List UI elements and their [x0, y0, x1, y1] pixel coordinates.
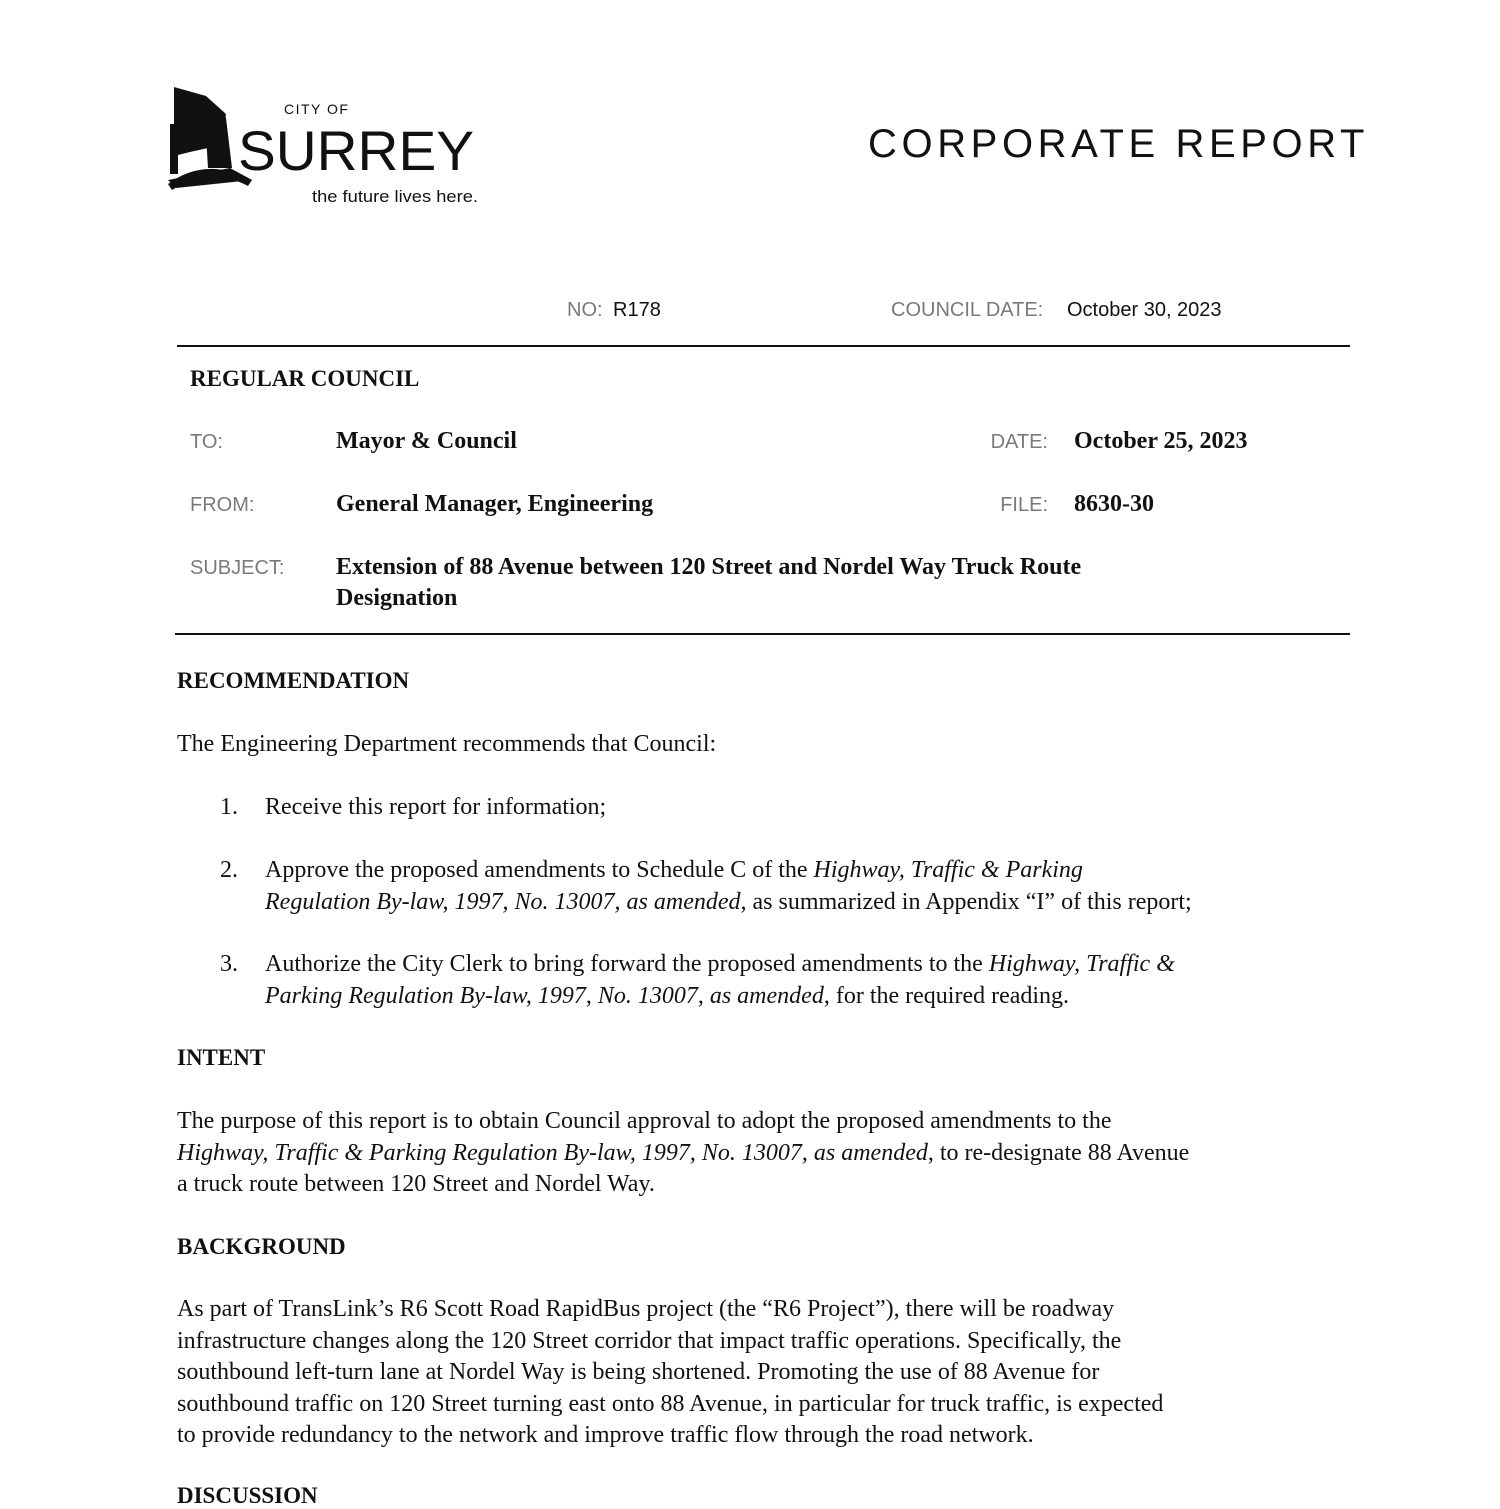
from-value: General Manager, Engineering [336, 491, 654, 517]
council-date-label: COUNCIL DATE: [891, 299, 1044, 321]
background-heading: BACKGROUND [177, 1234, 346, 1259]
report-number: R178 [613, 299, 661, 321]
logo-tagline: the future lives here. [312, 187, 478, 206]
intent-text: , to re-designate 88 Avenue [927, 1139, 1190, 1166]
city-of-surrey-logo [166, 84, 486, 215]
to-label: TO: [190, 431, 223, 453]
item-number: 2. [220, 857, 238, 883]
date-value: October 25, 2023 [1074, 428, 1248, 454]
item-text: Authorize the City Clerk to bring forward the proposed amendments to the [265, 951, 989, 977]
background-line: southbound left-turn lane at Nordel Way is being shortened. Promoting the use of 88 Avenue for [177, 1359, 1100, 1385]
file-value: 8630-30 [1074, 491, 1154, 517]
council-date: October 30, 2023 [1067, 299, 1222, 321]
bylaw-title: Highway, Traffic & Parking Regulation By-law, 1997, No. 13007, as amended [177, 1139, 928, 1166]
background-line: infrastructure changes along the 120 Street corridor that impact traffic operations. Specifically, the [177, 1327, 1122, 1354]
bylaw-title: Regulation By-law, 1997, No. 13007, as amended [265, 888, 741, 915]
item-text: , for the required reading. [823, 982, 1070, 1009]
background-paragraph [177, 1294, 1163, 1452]
subject-line-2: Designation [336, 585, 458, 611]
bylaw-title: Parking Regulation By-law, 1997, No. 13007, as amended [265, 982, 824, 1009]
bylaw-title: Highway, Traffic & Parking [813, 857, 1083, 883]
subject-line-1: Extension of 88 Avenue between 120 Street and Nordel Way Truck Route [336, 554, 1082, 580]
background-line: As part of TransLink’s R6 Scott Road RapidBus project (the “R6 Project”), there will be roadway [177, 1296, 1115, 1322]
item-text: Approve the proposed amendments to Schedule C of the [265, 857, 814, 883]
background-line: southbound traffic on 120 Street turning east onto 88 Avenue, in particular for truck traffic, is expected [177, 1390, 1164, 1417]
background-line: to provide redundancy to the network and improve traffic flow through the road network. [177, 1422, 1034, 1448]
item-number: 1. [220, 794, 238, 820]
discussion-heading: DISCUSSION [177, 1483, 318, 1508]
recommendation-item [265, 792, 606, 824]
recommendation-item [265, 949, 1175, 1012]
logo-surrey: SURREY [238, 119, 474, 182]
intent-heading: INTENT [177, 1045, 266, 1070]
file-label: FILE: [1000, 494, 1048, 516]
to-value: Mayor & Council [336, 428, 517, 454]
item-text: Receive this report for information; [265, 794, 607, 820]
from-label: FROM: [190, 494, 255, 516]
report-number-label: NO: [567, 299, 603, 321]
intent-text: The purpose of this report is to obtain Council approval to adopt the proposed amendments to the [177, 1108, 1112, 1134]
item-text: , as summarized in Appendix “I” of this report; [740, 888, 1192, 915]
header-divider [177, 345, 1350, 347]
meeting-type: REGULAR COUNCIL [190, 366, 420, 391]
item-number: 3. [220, 951, 238, 977]
document-title: CORPORATE REPORT [868, 122, 1370, 166]
bylaw-title: Highway, Traffic & [988, 951, 1175, 977]
logo-city-of: CITY OF [284, 101, 350, 117]
intent-text: a truck route between 120 Street and Nordel Way. [177, 1171, 655, 1197]
recommendation-heading: RECOMMENDATION [177, 668, 410, 693]
date-label: DATE: [990, 431, 1048, 453]
subject-label: SUBJECT: [190, 557, 285, 579]
recommendation-intro: The Engineering Department recommends that Council: [177, 731, 717, 757]
intent-paragraph [177, 1106, 1189, 1201]
recommendation-item [265, 855, 1192, 918]
subject-divider [175, 633, 1350, 635]
